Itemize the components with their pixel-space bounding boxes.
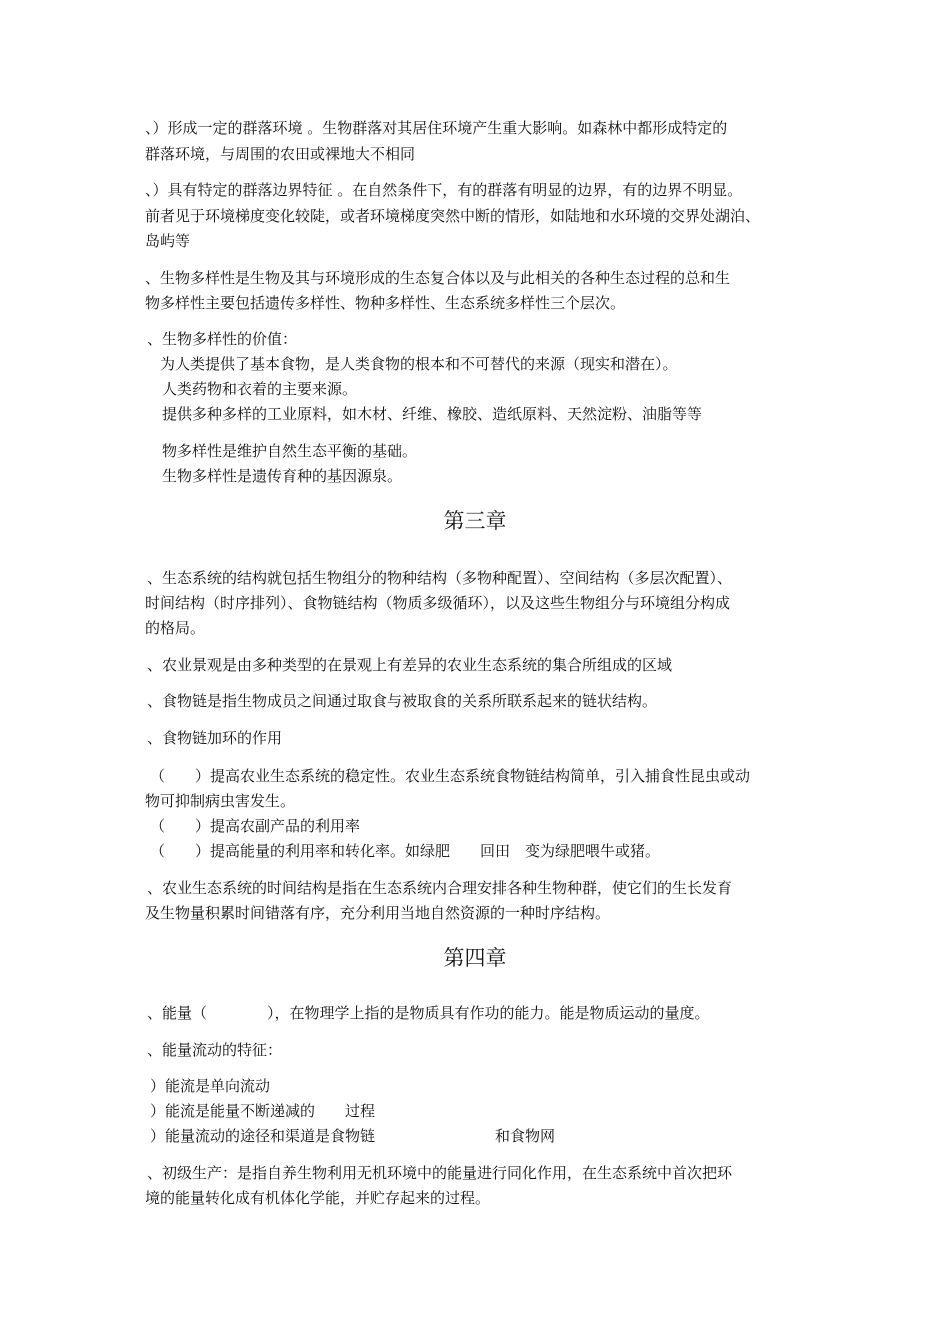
text-line: ）能量流动的途径和渠道是食物链 和食物网 bbox=[150, 1127, 556, 1145]
text-line: 、生物多样性是生物及其与环境形成的生态复合体以及与此相关的各种生态过程的总和生 bbox=[145, 269, 731, 287]
text-line: 时间结构（时序排列）、食物链结构（物质多级循环），以及这些生物组分与环境组分构成 bbox=[145, 594, 731, 612]
text-line: （ ）提高能量的利用率和转化率。如绿肥 回田 变为绿肥喂牛或猪。 bbox=[150, 842, 661, 860]
text-line: 生物多样性是遗传育种的基因源泉。 bbox=[162, 467, 403, 485]
text-line: （ ）提高农副产品的利用率 bbox=[150, 817, 361, 835]
text-line: 岛屿等 bbox=[145, 232, 191, 250]
text-line: 群落环境，与周围的农田或裸地大不相同 bbox=[145, 145, 416, 163]
text-line: 、）形成一定的群落环境 。生物群落对其居住环境产生重大影响。如森林中都形成特定的 bbox=[145, 119, 728, 137]
text-line: 、初级生产：是指自养生物利用无机环境中的能量进行同化作用，在生态系统中首次把环 bbox=[147, 1164, 733, 1182]
text-line: 提供多种多样的工业原料，如木材、纤维、橡胶、造纸原料、天然淀粉、油脂等等 bbox=[162, 405, 703, 423]
text-line: 、食物链是指生物成员之间通过取食与被取食的关系所联系起来的链状结构。 bbox=[147, 692, 658, 710]
chapter-heading: 第三章 bbox=[443, 509, 507, 533]
text-line: 及生物量积累时间错落有序，充分利用当地自然资源的一种时序结构。 bbox=[145, 904, 611, 922]
text-line: 、能量流动的特征： bbox=[147, 1041, 283, 1059]
text-line: 、能量（ ），在物理学上指的是物质具有作功的能力。能是物质运动的量度。 bbox=[147, 1004, 710, 1022]
text-line: 物多样性是维护自然生态平衡的基础。 bbox=[162, 442, 418, 460]
text-line: 、农业景观是由多种类型的在景观上有差异的农业生态系统的集合所组成的区域 bbox=[147, 656, 673, 674]
text-line: 为人类提供了基本食物，是人类食物的根本和不可替代的来源（现实和潜在）。 bbox=[160, 355, 678, 373]
text-line: 物多样性主要包括遗传多样性、物种多样性、生态系统多样性三个层次。 bbox=[145, 294, 626, 312]
text-line: 前者见于环境梯度变化较陡，或者环境梯度突然中断的情形，如陆地和水环境的交界处湖泊、 bbox=[145, 207, 761, 225]
text-line: 、）具有特定的群落边界特征 。在自然条件下，有的群落有明显的边界，有的边界不明显。 bbox=[145, 181, 743, 199]
text-line: 、食物链加环的作用 bbox=[147, 729, 283, 747]
text-line: 境的能量转化成有机体化学能，并贮存起来的过程。 bbox=[145, 1189, 491, 1207]
text-line: 、生态系统的结构就包括生物组分的物种结构（多物种配置）、空间结构（多层次配置）、 bbox=[147, 569, 733, 587]
chapter-heading: 第四章 bbox=[443, 946, 507, 970]
text-line: 、农业生态系统的时间结构是指在生态系统内合理安排各种生物种群，使它们的生长发育 bbox=[147, 879, 733, 897]
text-line: 、生物多样性的价值： bbox=[147, 330, 298, 348]
text-line: ）能流是能量不断递减的 过程 bbox=[150, 1102, 376, 1120]
text-line: ）能流是单向流动 bbox=[150, 1077, 271, 1095]
text-line: 人类药物和衣着的主要来源。 bbox=[162, 380, 358, 398]
text-line: 的格局。 bbox=[145, 619, 206, 637]
text-line: （ ）提高农业生态系统的稳定性。农业生态系统食物链结构简单，引入捕食性昆虫或动 bbox=[150, 767, 751, 785]
text-line: 物可抑制病虫害发生。 bbox=[145, 792, 296, 810]
